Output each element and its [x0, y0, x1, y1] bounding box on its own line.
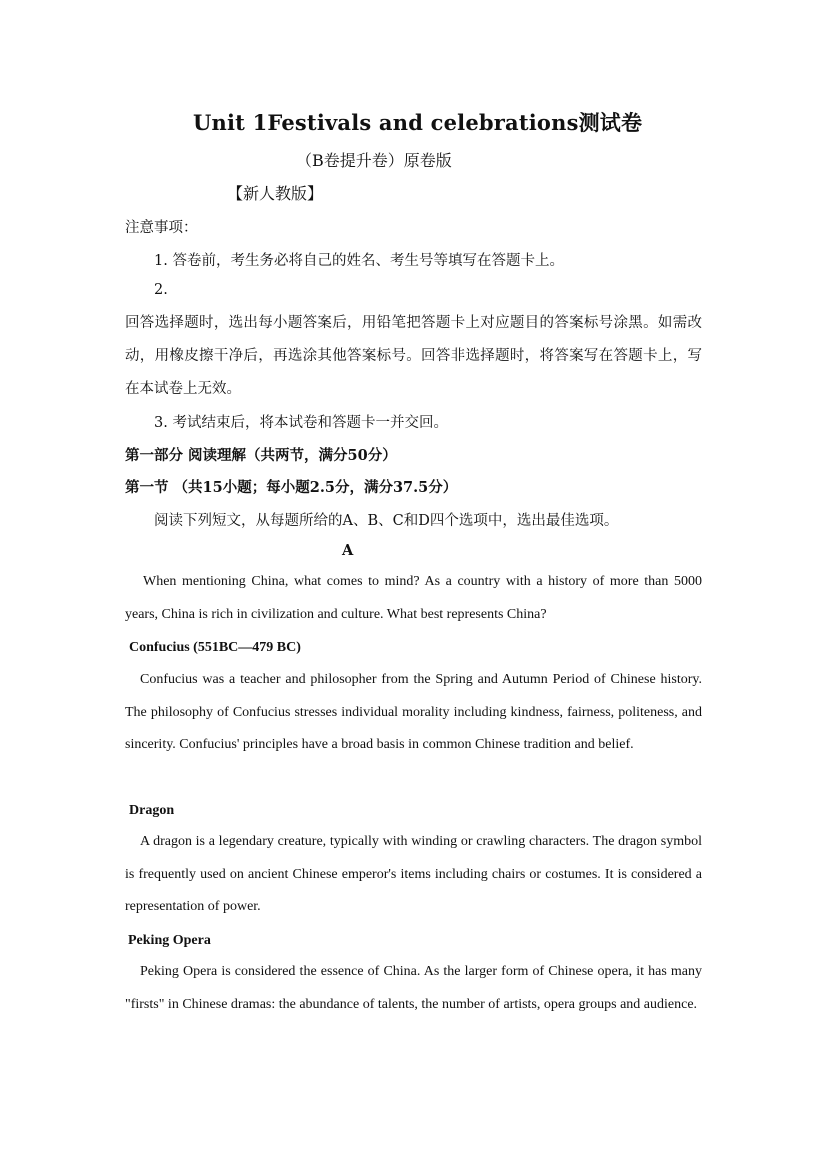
- document-title: Unit 1Festivals and celebrations测试卷: [193, 110, 643, 135]
- edition-label: 【新人教版】: [227, 184, 324, 203]
- reading-instruction: 阅读下列短文，从每题所给的A、B、C和D四个选项中，选出最佳选项。: [154, 513, 619, 529]
- paragraph-peking-opera: Peking Opera is considered the essence of China. As the larger form of Chinese opera, it has many "firsts" in Chinese dramas: the abundance of talents, the number of artists, opera groups and audience.: [125, 964, 702, 1012]
- note-item-3: 3. 考试结束后，将本试卷和答题卡一并交回。: [154, 415, 448, 431]
- document-subtitle: （B卷提升卷）原卷版: [296, 151, 452, 170]
- passage-intro: When mentioning China, what comes to mind? As a country with a history of more than 5000 years, China is rich in civilization and culture. What best represents China?: [125, 574, 702, 622]
- heading-dragon: Dragon: [129, 803, 175, 818]
- heading-confucius: Confucius (551BC—479 BC): [129, 640, 301, 655]
- paragraph-dragon: A dragon is a legendary creature, typically with winding or crawling characters. The dragon symbol is frequently used on ancient Chinese emperor's items including chairs or costumes. It is considered a representation of power.: [125, 834, 702, 914]
- passage-label: A: [342, 542, 354, 559]
- part1-heading: 第一部分 阅读理解（共两节，满分50分）: [125, 447, 397, 464]
- note-item-2-text: 回答选择题时，选出每小题答案后，用铅笔把答题卡上对应题目的答案标号涂黑。如需改动，用橡皮擦干净后，再选涂其他答案标号。回答非选择题时，将答案写在答题卡上，写在本试卷上无效。: [125, 315, 702, 397]
- note-item-1: 1. 答卷前，考生务必将自己的姓名、考生号等填写在答题卡上。: [154, 253, 564, 269]
- section1-heading: 第一节 （共15小题；每小题2.5分，满分37.5分）: [125, 479, 458, 496]
- notes-heading: 注意事项：: [125, 220, 198, 236]
- heading-peking-opera: Peking Opera: [128, 933, 211, 948]
- paragraph-confucius: Confucius was a teacher and philosopher from the Spring and Autumn Period of Chinese history. The philosophy of Confucius stresses individual morality including kindness, fairness, politeness, and sincerity. Confucius' principles have a broad basis in common Chinese tradition and belief.: [125, 672, 702, 752]
- note-item-2-number: 2.: [154, 282, 168, 298]
